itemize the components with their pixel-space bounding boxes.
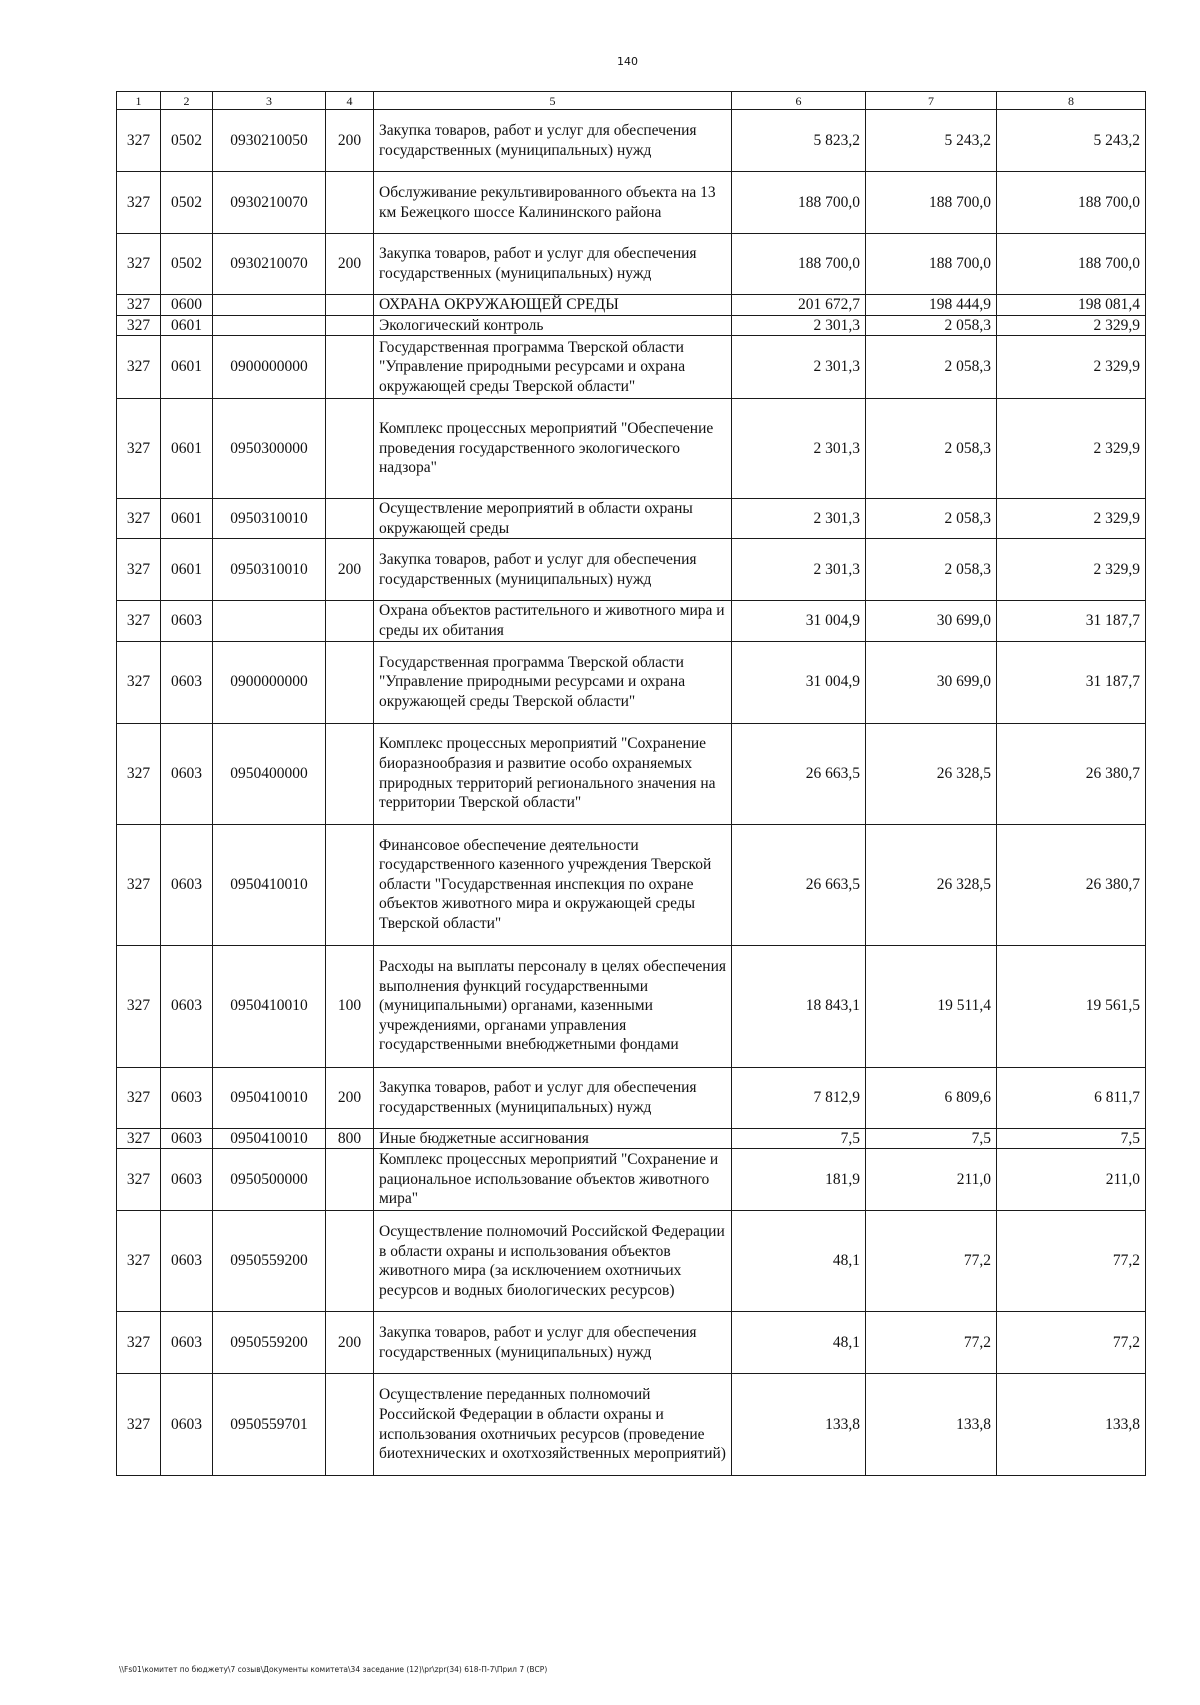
code-expense-type-cell: 200 <box>326 1067 374 1128</box>
code-admin-cell: 327 <box>117 295 161 316</box>
code-section-cell: 0603 <box>161 1211 213 1312</box>
table-row <box>117 601 1146 641</box>
code-admin-cell: 327 <box>117 1211 161 1312</box>
amount-col7-cell: 188 700,0 <box>866 234 997 295</box>
code-expense-type-cell <box>326 824 374 945</box>
code-admin-cell: 327 <box>117 172 161 234</box>
code-section-cell: 0502 <box>161 110 213 172</box>
code-expense-type-cell: 800 <box>326 1128 374 1149</box>
amount-col6-cell: 7 812,9 <box>732 1067 866 1128</box>
code-target-cell: 0930210070 <box>213 172 326 234</box>
code-admin-cell: 327 <box>117 1067 161 1128</box>
amount-col6-cell: 2 301,3 <box>732 539 866 601</box>
table-row <box>117 945 1146 1067</box>
amount-col7-cell: 188 700,0 <box>866 172 997 234</box>
code-section-cell: 0600 <box>161 295 213 316</box>
code-target-cell: 0950310010 <box>213 539 326 601</box>
item-name-cell: Расходы на выплаты персоналу в целях обеспечения выполнения функций государственными (муниципальными) органами, казенными учреждениями, органами управления государственными внебюджетными фондами <box>374 945 732 1067</box>
amount-col7-cell: 26 328,5 <box>866 723 997 824</box>
code-target-cell: 0950410010 <box>213 945 326 1067</box>
amount-col8-cell: 211,0 <box>997 1149 1146 1211</box>
amount-col7-cell: 7,5 <box>866 1128 997 1149</box>
item-name-cell: Экологический контроль <box>374 315 732 336</box>
item-name-cell: Комплекс процессных мероприятий "Обеспечение проведения государственного экологического надзора" <box>374 399 732 499</box>
code-target-cell: 0950559200 <box>213 1312 326 1374</box>
code-admin-cell: 327 <box>117 499 161 539</box>
item-name-cell: Государственная программа Тверской области "Управление природными ресурсами и охрана окружающей среды Тверской области" <box>374 336 732 399</box>
code-admin-cell: 327 <box>117 1374 161 1476</box>
amount-col7-cell: 2 058,3 <box>866 499 997 539</box>
table-row <box>117 1374 1146 1476</box>
code-expense-type-cell <box>326 295 374 316</box>
code-section-cell: 0502 <box>161 172 213 234</box>
table-row <box>117 315 1146 336</box>
table-row <box>117 641 1146 723</box>
table-row <box>117 1067 1146 1128</box>
code-expense-type-cell <box>326 1374 374 1476</box>
amount-col8-cell: 188 700,0 <box>997 172 1146 234</box>
amount-col8-cell: 19 561,5 <box>997 945 1146 1067</box>
code-expense-type-cell: 200 <box>326 1312 374 1374</box>
code-section-cell: 0603 <box>161 1128 213 1149</box>
column-header: 1 <box>117 92 161 110</box>
table-row <box>117 1211 1146 1312</box>
code-section-cell: 0603 <box>161 1067 213 1128</box>
item-name-cell: Закупка товаров, работ и услуг для обеспечения государственных (муниципальных) нужд <box>374 234 732 295</box>
code-admin-cell: 327 <box>117 945 161 1067</box>
item-name-cell: Обслуживание рекультивированного объекта на 13 км Бежецкого шоссе Калининского района <box>374 172 732 234</box>
amount-col6-cell: 2 301,3 <box>732 499 866 539</box>
amount-col6-cell: 26 663,5 <box>732 723 866 824</box>
code-section-cell: 0603 <box>161 723 213 824</box>
code-admin-cell: 327 <box>117 1149 161 1211</box>
amount-col7-cell: 133,8 <box>866 1374 997 1476</box>
code-expense-type-cell: 200 <box>326 234 374 295</box>
amount-col6-cell: 2 301,3 <box>732 399 866 499</box>
table-row <box>117 1128 1146 1149</box>
column-header: 4 <box>326 92 374 110</box>
code-expense-type-cell: 200 <box>326 539 374 601</box>
amount-col8-cell: 31 187,7 <box>997 601 1146 641</box>
table-row <box>117 110 1146 172</box>
code-admin-cell: 327 <box>117 601 161 641</box>
amount-col7-cell: 77,2 <box>866 1211 997 1312</box>
amount-col7-cell: 30 699,0 <box>866 601 997 641</box>
code-expense-type-cell: 200 <box>326 110 374 172</box>
code-expense-type-cell: 100 <box>326 945 374 1067</box>
code-section-cell: 0603 <box>161 1149 213 1211</box>
code-section-cell: 0601 <box>161 315 213 336</box>
item-name-cell: Государственная программа Тверской области "Управление природными ресурсами и охрана окружающей среды Тверской области" <box>374 641 732 723</box>
amount-col6-cell: 31 004,9 <box>732 601 866 641</box>
code-admin-cell: 327 <box>117 723 161 824</box>
code-section-cell: 0603 <box>161 824 213 945</box>
amount-col8-cell: 26 380,7 <box>997 723 1146 824</box>
amount-col7-cell: 30 699,0 <box>866 641 997 723</box>
code-section-cell: 0603 <box>161 1374 213 1476</box>
code-target-cell: 0950410010 <box>213 1128 326 1149</box>
code-expense-type-cell <box>326 1211 374 1312</box>
page-number: 140 <box>617 55 638 68</box>
code-target-cell: 0950300000 <box>213 399 326 499</box>
amount-col8-cell: 2 329,9 <box>997 315 1146 336</box>
code-target-cell: 0950410010 <box>213 1067 326 1128</box>
item-name-cell: Закупка товаров, работ и услуг для обеспечения государственных (муниципальных) нужд <box>374 1312 732 1374</box>
amount-col7-cell: 19 511,4 <box>866 945 997 1067</box>
amount-col8-cell: 77,2 <box>997 1211 1146 1312</box>
code-target-cell <box>213 295 326 316</box>
code-admin-cell: 327 <box>117 315 161 336</box>
amount-col6-cell: 188 700,0 <box>732 172 866 234</box>
item-name-cell: Комплекс процессных мероприятий "Сохранение биоразнообразия и развитие особо охраняемых природных территорий регионального значения на территории Тверской области" <box>374 723 732 824</box>
code-admin-cell: 327 <box>117 234 161 295</box>
code-section-cell: 0603 <box>161 1312 213 1374</box>
code-section-cell: 0603 <box>161 601 213 641</box>
amount-col8-cell: 2 329,9 <box>997 336 1146 399</box>
code-section-cell: 0603 <box>161 641 213 723</box>
code-section-cell: 0601 <box>161 539 213 601</box>
column-header: 6 <box>732 92 866 110</box>
amount-col7-cell: 2 058,3 <box>866 539 997 601</box>
item-name-cell: Осуществление полномочий Российской Федерации в области охраны и использования объектов животного мира (за исключением охотничьих ресурсов и водных биологических ресурсов) <box>374 1211 732 1312</box>
table-body <box>117 92 1146 1476</box>
amount-col6-cell: 133,8 <box>732 1374 866 1476</box>
code-expense-type-cell <box>326 399 374 499</box>
column-header: 5 <box>374 92 732 110</box>
item-name-cell: Закупка товаров, работ и услуг для обеспечения государственных (муниципальных) нужд <box>374 539 732 601</box>
amount-col7-cell: 2 058,3 <box>866 315 997 336</box>
amount-col8-cell: 26 380,7 <box>997 824 1146 945</box>
code-expense-type-cell <box>326 172 374 234</box>
amount-col7-cell: 2 058,3 <box>866 336 997 399</box>
amount-col7-cell: 5 243,2 <box>866 110 997 172</box>
code-admin-cell: 327 <box>117 1128 161 1149</box>
amount-col6-cell: 201 672,7 <box>732 295 866 316</box>
table-row <box>117 234 1146 295</box>
table-row <box>117 539 1146 601</box>
table-row <box>117 1312 1146 1374</box>
code-target-cell: 0950310010 <box>213 499 326 539</box>
table-row <box>117 336 1146 399</box>
amount-col7-cell: 77,2 <box>866 1312 997 1374</box>
code-admin-cell: 327 <box>117 336 161 399</box>
amount-col8-cell: 133,8 <box>997 1374 1146 1476</box>
amount-col6-cell: 5 823,2 <box>732 110 866 172</box>
amount-col6-cell: 2 301,3 <box>732 315 866 336</box>
amount-col6-cell: 2 301,3 <box>732 336 866 399</box>
code-target-cell: 0930210070 <box>213 234 326 295</box>
amount-col7-cell: 2 058,3 <box>866 399 997 499</box>
code-target-cell: 0930210050 <box>213 110 326 172</box>
budget-table <box>116 91 1146 1476</box>
code-expense-type-cell <box>326 723 374 824</box>
item-name-cell: Иные бюджетные ассигнования <box>374 1128 732 1149</box>
code-expense-type-cell <box>326 641 374 723</box>
amount-col8-cell: 77,2 <box>997 1312 1146 1374</box>
amount-col8-cell: 198 081,4 <box>997 295 1146 316</box>
amount-col7-cell: 211,0 <box>866 1149 997 1211</box>
footer-file-path: \\Fs01\комитет по бюджету\7 созыв\Документы комитета\34 заседание (12)\pr\zpr(34) 618-П-7\Прил 7 (ВСР) <box>119 1665 548 1674</box>
item-name-cell: Осуществление переданных полномочий Российской Федерации в области охраны и использования охотничьих ресурсов (проведение биотехнических и охотхозяйственных мероприятий) <box>374 1374 732 1476</box>
column-header: 8 <box>997 92 1146 110</box>
amount-col7-cell: 198 444,9 <box>866 295 997 316</box>
code-target-cell: 0900000000 <box>213 641 326 723</box>
amount-col6-cell: 48,1 <box>732 1211 866 1312</box>
amount-col8-cell: 2 329,9 <box>997 539 1146 601</box>
item-name-cell: Комплекс процессных мероприятий "Сохранение и рациональное использование объектов животного мира" <box>374 1149 732 1211</box>
code-expense-type-cell <box>326 315 374 336</box>
table-row <box>117 399 1146 499</box>
table-row <box>117 1149 1146 1211</box>
item-name-cell: ОХРАНА ОКРУЖАЮЩЕЙ СРЕДЫ <box>374 295 732 316</box>
code-target-cell: 0900000000 <box>213 336 326 399</box>
code-expense-type-cell <box>326 499 374 539</box>
column-header: 2 <box>161 92 213 110</box>
amount-col8-cell: 2 329,9 <box>997 499 1146 539</box>
table-row <box>117 295 1146 316</box>
code-admin-cell: 327 <box>117 539 161 601</box>
code-target-cell: 0950400000 <box>213 723 326 824</box>
header-row <box>117 92 1146 110</box>
table-row <box>117 723 1146 824</box>
amount-col7-cell: 6 809,6 <box>866 1067 997 1128</box>
code-expense-type-cell <box>326 1149 374 1211</box>
amount-col6-cell: 48,1 <box>732 1312 866 1374</box>
code-admin-cell: 327 <box>117 824 161 945</box>
code-admin-cell: 327 <box>117 641 161 723</box>
item-name-cell: Закупка товаров, работ и услуг для обеспечения государственных (муниципальных) нужд <box>374 110 732 172</box>
code-admin-cell: 327 <box>117 110 161 172</box>
amount-col8-cell: 5 243,2 <box>997 110 1146 172</box>
code-expense-type-cell <box>326 601 374 641</box>
amount-col6-cell: 18 843,1 <box>732 945 866 1067</box>
table-row <box>117 824 1146 945</box>
code-section-cell: 0601 <box>161 336 213 399</box>
amount-col8-cell: 2 329,9 <box>997 399 1146 499</box>
amount-col6-cell: 181,9 <box>732 1149 866 1211</box>
code-target-cell <box>213 315 326 336</box>
amount-col6-cell: 188 700,0 <box>732 234 866 295</box>
amount-col8-cell: 6 811,7 <box>997 1067 1146 1128</box>
code-target-cell: 0950500000 <box>213 1149 326 1211</box>
code-target-cell: 0950559200 <box>213 1211 326 1312</box>
code-target-cell <box>213 601 326 641</box>
item-name-cell: Финансовое обеспечение деятельности государственного казенного учреждения Тверской области "Государственная инспекция по охране объектов животного мира и окружающей среды Тверской области" <box>374 824 732 945</box>
code-section-cell: 0601 <box>161 499 213 539</box>
amount-col6-cell: 26 663,5 <box>732 824 866 945</box>
code-admin-cell: 327 <box>117 399 161 499</box>
item-name-cell: Осуществление мероприятий в области охраны окружающей среды <box>374 499 732 539</box>
amount-col8-cell: 31 187,7 <box>997 641 1146 723</box>
amount-col6-cell: 31 004,9 <box>732 641 866 723</box>
table-row <box>117 172 1146 234</box>
amount-col8-cell: 188 700,0 <box>997 234 1146 295</box>
column-header: 7 <box>866 92 997 110</box>
amount-col8-cell: 7,5 <box>997 1128 1146 1149</box>
item-name-cell: Охрана объектов растительного и животного мира и среды их обитания <box>374 601 732 641</box>
code-section-cell: 0502 <box>161 234 213 295</box>
item-name-cell: Закупка товаров, работ и услуг для обеспечения государственных (муниципальных) нужд <box>374 1067 732 1128</box>
code-expense-type-cell <box>326 336 374 399</box>
amount-col6-cell: 7,5 <box>732 1128 866 1149</box>
code-section-cell: 0603 <box>161 945 213 1067</box>
code-target-cell: 0950410010 <box>213 824 326 945</box>
code-target-cell: 0950559701 <box>213 1374 326 1476</box>
code-section-cell: 0601 <box>161 399 213 499</box>
amount-col7-cell: 26 328,5 <box>866 824 997 945</box>
table-row <box>117 499 1146 539</box>
code-admin-cell: 327 <box>117 1312 161 1374</box>
column-header: 3 <box>213 92 326 110</box>
